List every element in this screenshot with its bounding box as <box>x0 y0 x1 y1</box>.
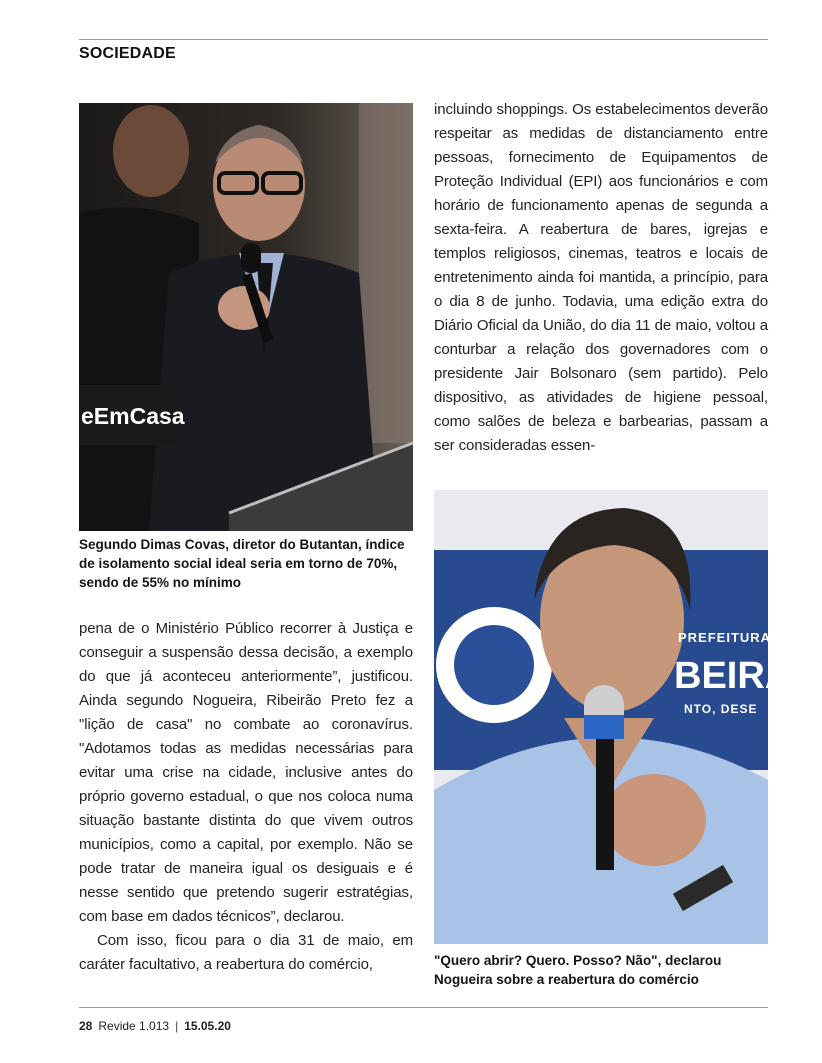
banner-line-2: BEIRÃO <box>674 655 822 697</box>
section-title: SOCIEDADE <box>79 45 176 62</box>
article-paragraph: Com isso, ficou para o dia 31 de maio, em caráter facultativo, a reabertura do comércio, <box>79 932 413 973</box>
photo1-caption: Segundo Dimas Covas, diretor do Butantan, índice de isolamento social ideal seria em torno de 70%, sendo de 55% no mínimo <box>79 537 405 590</box>
footer-separator: | <box>175 1019 179 1033</box>
photo2-caption: "Quero abrir? Quero. Posso? Não", declarou Nogueira sobre a reabertura do comércio <box>434 953 722 987</box>
banner-line-1: PREFEITURA <box>678 630 772 645</box>
banner-line-3: NTO, DESE <box>684 702 758 716</box>
photo-speaker-podium <box>79 103 413 531</box>
photo-nogueira-illustration <box>434 490 768 944</box>
page-footer <box>79 1019 231 1033</box>
issue-date: 15.05.20 <box>184 1019 231 1033</box>
article-column-right <box>434 98 768 458</box>
article-column-left <box>79 617 413 977</box>
header-rule <box>79 39 768 40</box>
photo-nogueira-microphone <box>434 490 822 944</box>
footer-rule <box>79 1007 768 1008</box>
page-number: 28 <box>79 1019 93 1033</box>
podium-banner-text: eEmCasa <box>81 403 185 429</box>
article-paragraph: pena de o Ministério Público recorrer à Justiça e conseguir a suspensão dessa decisão, a exemplo do que já aconteceu anteriormente”, justificou. Ainda segundo Nogueira, Ribeirão Preto fez a "lição de casa" no combate ao coronavírus. "Adotamos todas as medidas necessárias para evitar uma crise na cidade, inclusive antes do próprio governo estadual, o que nos coloca numa situação bastante distinta do que vivem outros municípios, como a capital, por exemplo. Não se pode tratar de maneira igual os desiguais e é nesse sentido que pretendo sugerir estratégias, com base em dados técnicos”, declarou. <box>79 620 413 925</box>
photo-speaker-illustration <box>79 103 413 531</box>
magazine-issue: Revide 1.013 <box>98 1019 170 1033</box>
article-paragraph: incluindo shoppings. Os estabelecimentos deverão respeitar as medidas de distanciamento entre pessoas, fornecimento de Equipamentos de Proteção Individual (EPI) aos funcionários e com horário de funcionamento apenas de segunda a sexta-feira. A reabertura de bares, igrejas e templos religiosos, cinemas, teatros e locais de entretenimento ainda foi mantida, a princípio, para o dia 8 de junho. Todavia, uma edição extra do Diário Oficial da União, do dia 11 de maio, voltou a conturbar a relação dos governadores com o presidente Jair Bolsonaro (sem partido). Pelo dispositivo, as atividades de higiene pessoal, como salões de beleza e barbearias, passam a ser consideradas essen- <box>434 101 768 454</box>
